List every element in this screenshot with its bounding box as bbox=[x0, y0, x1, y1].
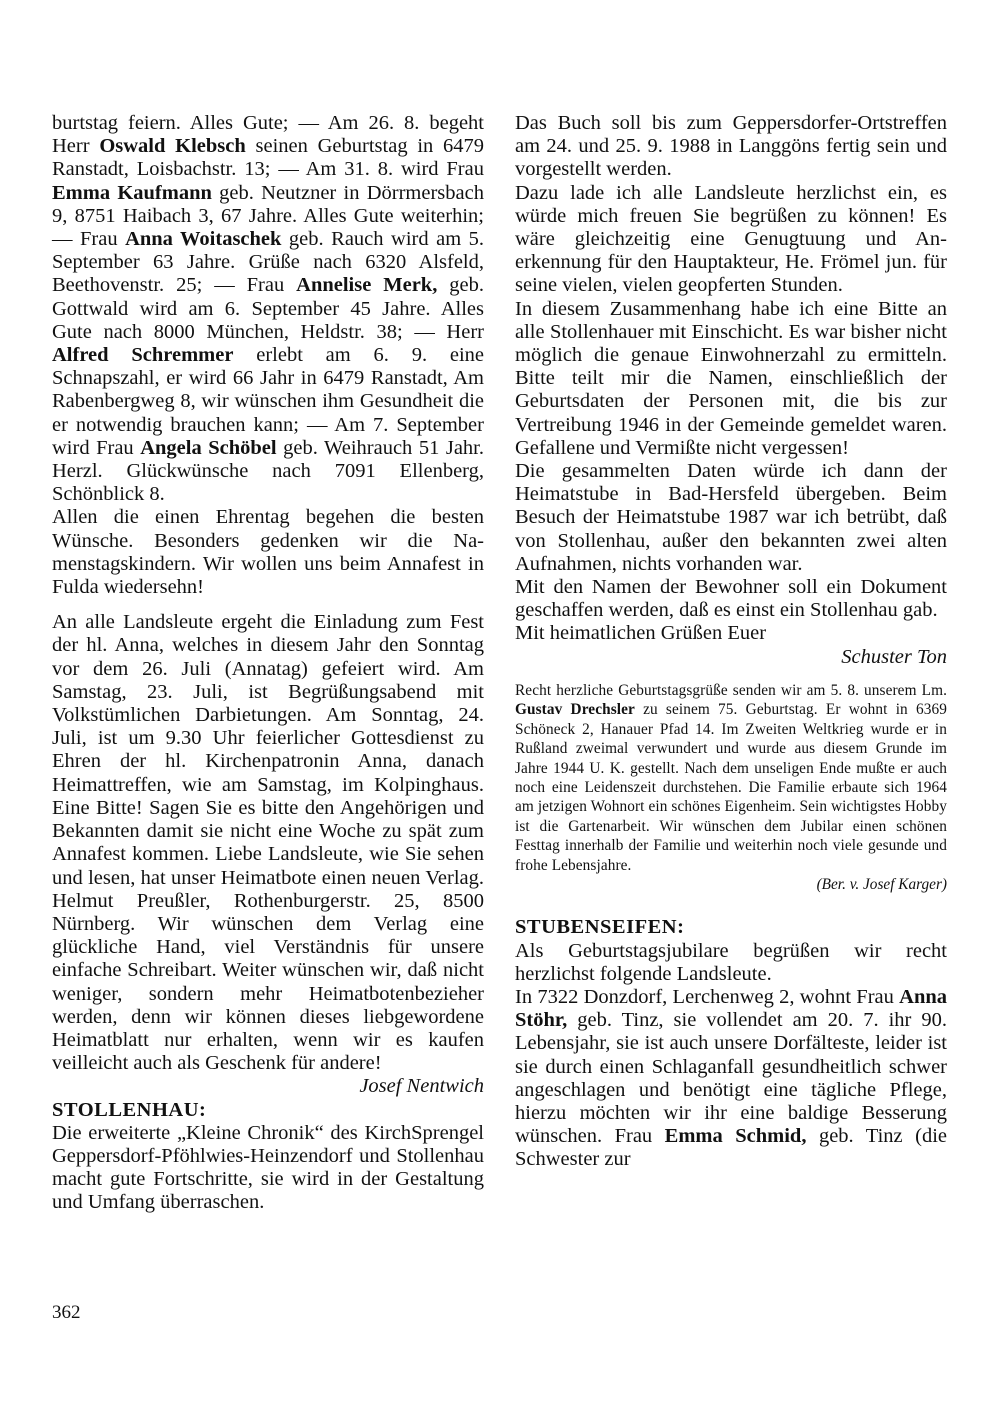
section-heading-stollenhau: STOLLENHAU: bbox=[52, 1098, 207, 1121]
greeting-line: Mit heimatlichen Grüßen Euer bbox=[515, 622, 767, 645]
right-column bbox=[515, 112, 947, 1172]
bitte-paragraph: In diesem Zusammenhang habe ich eine Bitte an alle Stollenhauer mit Einschicht. Es war bisher nicht möglich die genaue Einwohnerzahl zu ermitteln. Bitte teilt mir die Namen, einschließlich der Geburtsdaten der Personen mit, die bis zur Vertreibung 1946 in der Gemeinde gemeldet waren. Gefallene und Vermißte nicht vergessen! bbox=[515, 297, 947, 459]
stoehr-paragraph: In 7322 Donzdorf, Lerchenweg 2, wohnt Frau Anna Stöhr, geb. Tinz, sie vollendet am 20. 7. ihr 90. Lebensjahr, sie ist auch unsere Dorfälteste, leider ist sie durch einen Schlaganfall gesundheitlich schwer angeschlagen und benötigt eine tägliche Pflege, hierzu möchten wir ihr eine baldige Besserung wünschen. Frau Emma Schmid, geb. Tinz (die Schwester zur bbox=[515, 985, 948, 1171]
namesday-paragraph: Allen die einen Ehrentag begehen die besten Wünsche. Besonders gedenken wir die Namenstagskindern. Wir wollen uns beim Annafest in Fulda wiedersehn! bbox=[52, 506, 484, 599]
chronik-paragraph: Die erweiterte „Kleine Chronik“ des KirchSprengel Geppersdorf-Pföhlwies-Heinzendorf und Stollenhau macht gute Fortschritte, sie wird in der Gestaltung und Umfang überraschen. bbox=[52, 1121, 484, 1214]
section-heading-stubenseifen: STUBENSEIFEN: bbox=[515, 916, 685, 939]
heimatstube-paragraph: Die gesammelten Daten würde ich dann der Heimatstube in Bad-Hersfeld übergeben. Beim Besuch der Heimatstube 1987 war ich betrübt, daß von Stollenhau, außer den bekannten zwei alten Aufnahmen, nichts vorhanden war. bbox=[515, 460, 947, 575]
dokument-paragraph: Mit den Namen der Bewohner soll ein Dokument geschaffen werden, daß es einst ein Stollenhau gab. bbox=[515, 576, 947, 622]
einladung-paragraph: Dazu lade ich alle Landsleute herzlichst ein, es würde mich freuen Sie begrüßen zu können! Es wäre gleichzeitig eine Genugtuung und Anerkennung für den Hauptakteur, He. Frömel jun. für seine vielen, vielen geopferten Stunden. bbox=[515, 181, 947, 297]
signature-schuster: Schuster Ton bbox=[841, 645, 947, 668]
annafest-invitation-paragraph: An alle Landsleute ergeht die Einladung zum Fest der hl. Anna, welches in diesem Jahr den Sonntag vor dem 26. Juli (Annatag) gefeiert wird. Am Samstag, 23. Juli, ist Begrüßungsabend mit Volkstümlichen Darbietungen. Am Sonntag, 24. Juli, ist um 9.30 Uhr feierlicher Gottesdienst zu Ehren der hl. Kirchenpatronin Anna, danach Heimattreffen, wie am Samstag, im Kolpinghaus. Eine Bitte! Sagen Sie es bitte den Angehörigen und Bekannten damit sie nicht eine Woche zu spät zum Annafest kommen. Liebe Landsleute, wie Sie sehen und lesen, hat unser Heimatbote einen neuen Verlag. Helmut Preußler, Rothenburgerstr. 25, 8500 Nürnberg. Wir wünschen dem Verlag eine glückliche Hand, viel Verständnis für unsere einfache Schreibart. Weiter wünschen wir, daß nicht weniger, sondern mehr Heimatbotenbezieher werden, denn wir können dieses liebgewordene Heimatblatt nur erhalten, wenn wir es kaufen veilleicht auch als Geschenk für andere! bbox=[52, 611, 484, 1075]
left-column bbox=[52, 112, 484, 1215]
page-number: 362 bbox=[52, 1302, 81, 1323]
drechsler-birthday-notice: Recht herzliche Geburtstagsgrüße senden wir am 5. 8. unserem Lm. Gustav Drechsler zu seinem 75. Geburtstag. Er wohnt in 6369 Schöneck 2, Hanauer Pfad 14. Im Zweiten Weltkrieg wurde er in Rußland zweimal verwundert und wurde aus diesem Grunde im Jahre 1944 U. K. gestellt. Nach dem unseligen Ende mußte er auch noch eine Leidenszeit durchstehen. Die Familie erbaute sich 1964 am jetzigen Wohnort ein schönes Eigenheim. Sein wichtigstes Hobby ist die Gartenarbeit. Wir wünschen dem Jubilar einen schönen Festtag innerhalb der Familie und weiterhin noch viele gesunde und frohe Lebensjahre. bbox=[515, 681, 947, 874]
signature-karger: (Ber. v. Josef Karger) bbox=[816, 875, 947, 893]
birthday-list-paragraph: burtstag feiern. Alles Gute; — Am 26. 8. begeht Herr Oswald Klebsch seinen Geburtstag in 6479 Ranstadt, Loisbachstr. 13; — Am 31. 8. wird Frau Emma Kaufmann geb. Neutzner in Dörrmersbach 9, 8751 Haibach 3, 67 Jahre. Alles Gute weiterhin; — Frau Anna Woitaschek geb. Rauch wird am 5. September 63 Jahre. Grüße nach 6320 Alsfeld, Beethovenstr. 25; — Frau Annelise Merk, geb. Gottwald wird am 6. September 45 Jahre. Alles Gute nach 8000 München, Heldstr. 38; — Herr Alfred Schremmer erlebt am 6. 9. eine Schnapszahl, er wird 66 Jahr in 6479 Ranstadt, Am Rabenbergweg 8, wir wünschen ihm Gesundheit die er notwendig brauchen kann; — Am 7. September wird Frau Angela Schöbel geb. Weihrauch 51 Jahr. Herzl. Glückwünsche nach 7091 Ellenberg, Schönblick 8. bbox=[52, 112, 485, 506]
jubilare-intro-paragraph: Als Geburtstagsjubilare begrüßen wir recht herzlichst folgende Landsleute. bbox=[515, 939, 947, 985]
signature-nentwich: Josef Nentwich bbox=[359, 1075, 484, 1098]
buch-paragraph: Das Buch soll bis zum Geppersdorfer-Ortstreffen am 24. und 25. 9. 1988 in Langgöns fertig sein und vorgestellt werden. bbox=[515, 112, 947, 181]
